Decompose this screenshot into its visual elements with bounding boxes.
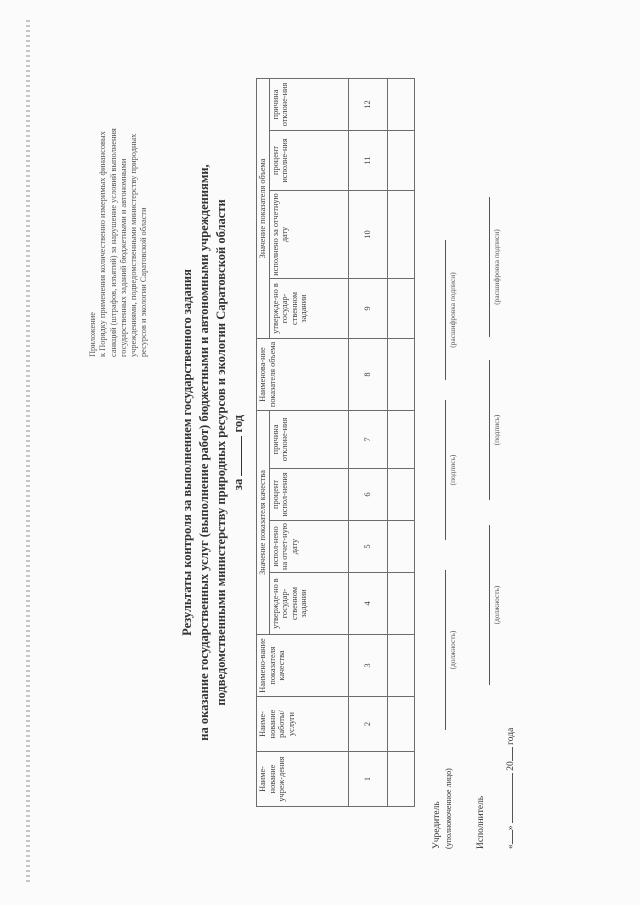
period-suffix: год [231, 414, 245, 433]
table-cell [387, 469, 414, 521]
executor-label: Исполнитель [476, 795, 486, 849]
table-empty-row [387, 78, 414, 806]
date-day-blank [504, 830, 513, 844]
period-prefix: за [231, 478, 245, 491]
header-volume-reason: причина отклоне-ния [269, 78, 348, 130]
founder-position-line [444, 570, 446, 730]
executor-name-caption: (расшифровка подписи) [492, 229, 501, 305]
appendix-line: Приложение [88, 312, 97, 357]
header-volume-group: Значение показателя объема [257, 78, 270, 338]
founder-position-caption: (должность) [448, 630, 457, 670]
column-number: 9 [348, 278, 387, 338]
executor-name-line [488, 197, 490, 337]
appendix-line: учреждениями, подведомственными министерству природных [129, 133, 139, 357]
table-header-row-1 [257, 78, 270, 806]
column-number: 12 [348, 78, 387, 130]
date-year-prefix: 20 [506, 761, 516, 771]
header-quality-executed: испол-нено на отчет-ную дату [269, 521, 348, 573]
column-number: 2 [348, 697, 387, 752]
table-cell [387, 521, 414, 573]
date-open-quote: « [506, 844, 516, 849]
founder-sublabel: (уполномоченное лицо) [444, 768, 453, 849]
column-number: 6 [348, 469, 387, 521]
appendix-note [88, 57, 150, 357]
header-volume-executed: исполнено за отчетную дату [269, 190, 348, 278]
header-quality-percent: процент испол-нения [269, 469, 348, 521]
date-year-blank [504, 747, 513, 761]
table-cell [387, 338, 414, 410]
results-table [256, 78, 415, 807]
column-number: 10 [348, 190, 387, 278]
document-title-line-3: подведомственными министерству природных ресурсов и экологии Саратовской области [214, 199, 228, 706]
founder-name-caption: (расшифровка подписи) [448, 272, 457, 348]
header-quality-group: Значение показателя качества [257, 410, 270, 634]
appendix-line: ресурсов и экологии Саратовской области [139, 207, 149, 357]
table-cell [387, 278, 414, 338]
table-cell [387, 573, 414, 635]
header-quality-reason: причина отклоне-ния [269, 410, 348, 468]
period-blank [232, 436, 242, 476]
column-number: 8 [348, 338, 387, 410]
column-number: 3 [348, 635, 387, 697]
executor-position-line [488, 525, 490, 685]
document-title-line-1: Результаты контроля за выполнением государственного задания [180, 269, 194, 636]
column-number: 4 [348, 573, 387, 635]
column-number: 7 [348, 410, 387, 468]
header-institution: Наиме-нование учреж-дения [257, 752, 349, 807]
document-title-line-2: на оказание государственных услуг (выполнение работ) бюджетными и автономными учреждениями, [197, 164, 211, 741]
date-month-blank [504, 773, 513, 823]
table-cell [387, 752, 414, 807]
executor-signature-caption: (подпись) [492, 414, 501, 446]
appendix-line: к Порядку применения количественно измеримых финансовых [98, 131, 108, 357]
column-number: 1 [348, 752, 387, 807]
table-cell [387, 635, 414, 697]
founder-signature-caption: (подпись) [448, 454, 457, 486]
table-cell [387, 410, 414, 468]
header-quality-indicator: Наимено-вание показателя качества [257, 635, 349, 697]
table-cell [387, 130, 414, 190]
date-field [504, 728, 516, 849]
header-volume-indicator: Наименова-ние показателя объема [257, 338, 349, 410]
column-number: 5 [348, 521, 387, 573]
date-close-quote: » [506, 825, 516, 831]
header-volume-percent: процент исполне-ния [269, 130, 348, 190]
table-cell [387, 78, 414, 130]
executor-signature-line [488, 360, 490, 500]
table-cell [387, 697, 414, 752]
executor-position-caption: (должность) [492, 585, 501, 625]
header-work-service: Наиме-нование работы/ услуги [257, 697, 349, 752]
date-suffix: года [506, 727, 516, 745]
document-title-period [231, 0, 246, 905]
founder-label: Учредитель [432, 801, 442, 849]
table-number-row [348, 78, 387, 806]
column-number: 11 [348, 130, 387, 190]
appendix-line: санкций (штрафов, изъятий) за нарушение условий выполнения [108, 128, 118, 357]
appendix-line: государственных заданий бюджетными и автономными [118, 158, 128, 357]
founder-signature-line [444, 400, 446, 540]
founder-name-line [444, 240, 446, 380]
header-volume-approved: утвержде-но в государ-ственном задании [269, 278, 348, 338]
table-cell [387, 190, 414, 278]
header-quality-approved: утвержде-но в государ-ственном задании [269, 573, 348, 635]
